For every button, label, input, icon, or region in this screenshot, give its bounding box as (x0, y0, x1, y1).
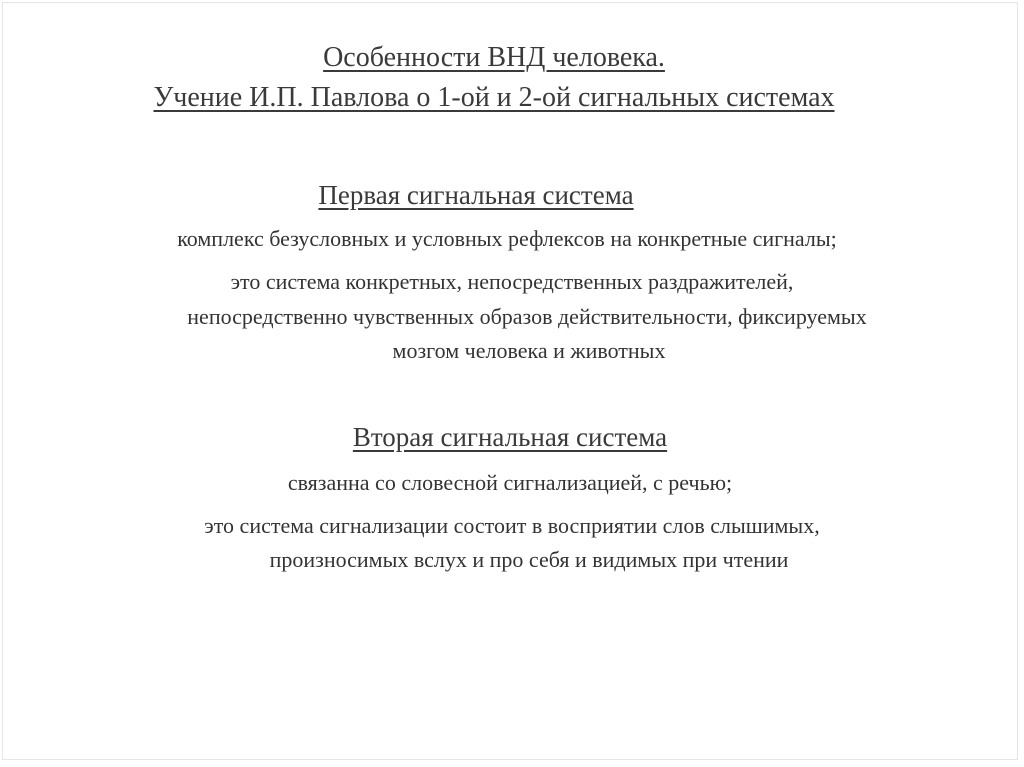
slide (2, 2, 1018, 760)
first-system-definition: комплекс безусловных и условных рефлексов на конкретные сигналы; (177, 226, 837, 251)
first-system-description-line-1: это система конкретных, непосредственных раздражителей, (230, 269, 794, 294)
second-system-definition: связанна со словесной сигнализацией, с речью; (287, 470, 733, 495)
slide-title-line-2: Учение И.П. Павлова о 1-ой и 2-ой сигнальных системах (153, 82, 835, 113)
second-system-description-line-2: произносимых вслух и про себя и видимых при чтении (269, 547, 789, 572)
first-system-heading: Первая сигнальная система (318, 180, 634, 210)
slide-title-line-1: Особенности ВНД человека. (323, 42, 665, 73)
first-system-description-line-2: непосредственно чувственных образов действительности, фиксируемых (187, 304, 867, 329)
first-system-description-line-3: мозгом человека и животных (392, 338, 666, 363)
second-system-description-line-1: это система сигнализации состоит в восприятии слов слышимых, (204, 513, 820, 538)
second-system-heading: Вторая сигнальная система (352, 422, 668, 452)
